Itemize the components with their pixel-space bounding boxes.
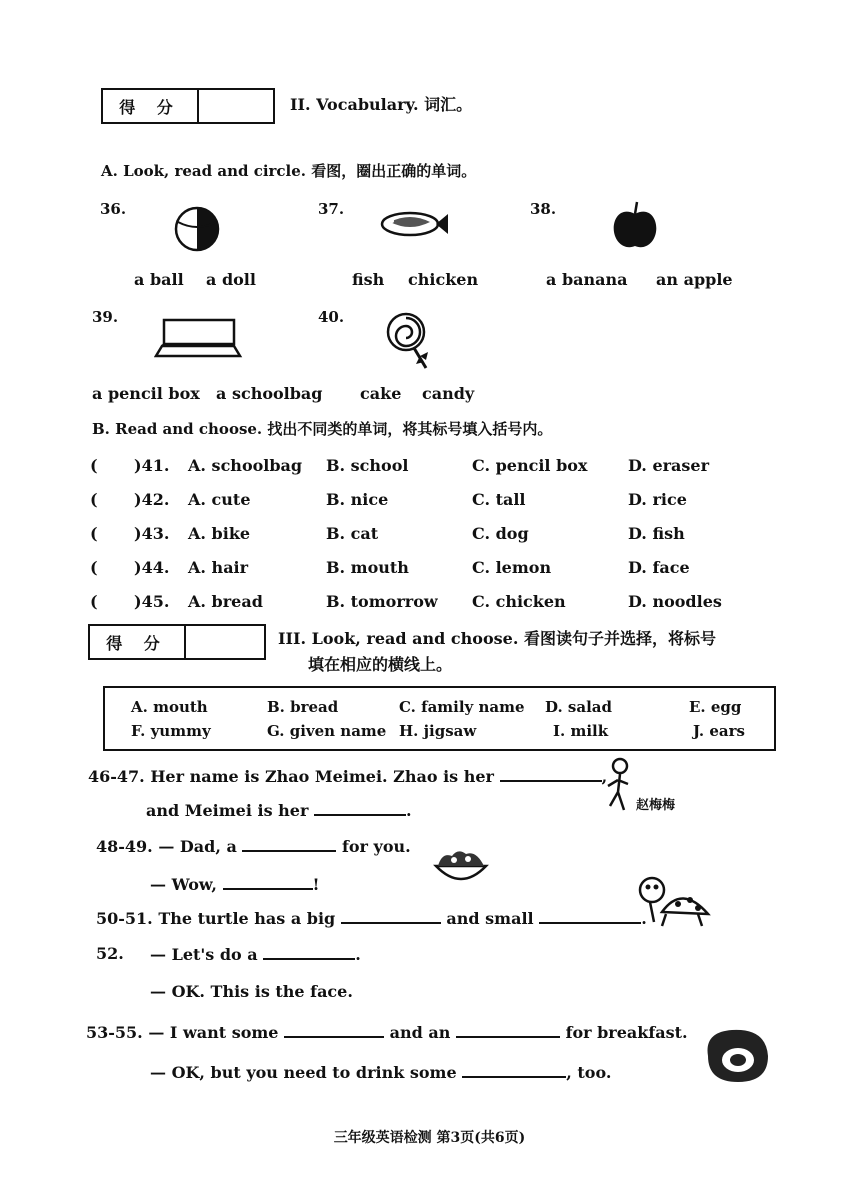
answer-blank[interactable] [456,1022,560,1038]
question-text: — OK, but you need to drink some [150,1063,457,1082]
option-c: C. pencil box [472,456,588,475]
egg-icon [702,1026,772,1086]
question-text: 46-47. Her name is Zhao Meimei. Zhao is her [88,767,494,786]
option-a: A. bike [188,524,251,543]
option-b: B. tomorrow [326,592,438,611]
answer-blank[interactable] [500,766,602,782]
turtle-icon [632,874,712,930]
apple-icon [610,200,660,252]
option-apple[interactable]: an apple [656,270,733,289]
question-number: 38. [530,200,557,218]
question-text: — Let's do a [150,945,258,964]
section-title-line2: 填在相应的横线上。 [308,655,453,674]
word-bank-item: D. salad [545,698,612,716]
score-blank[interactable] [186,626,264,658]
option-d: D. rice [628,490,687,509]
word-bank-item: I. milk [553,722,609,740]
word-bank-item: H. jigsaw [399,722,477,740]
question-text: and small [446,909,534,928]
salad-icon [432,846,490,888]
answer-blank[interactable] [242,836,336,852]
word-bank-item: G. given name [267,722,387,740]
page-footer: 三年级英语检测 第3页(共6页) [333,1130,526,1146]
section-title: III. Look, read and choose. 看图读句子并选择，将标号 [278,629,716,648]
question-text: 50-51. The turtle has a big [96,909,336,928]
question-text: and Meimei is her [146,801,309,820]
answer-bracket[interactable]: ( [90,490,98,509]
word-bank-item: A. mouth [131,698,208,716]
question-48-49-line2: — Wow, ! [150,875,320,894]
option-a: A. cute [188,490,251,509]
option-a: A. hair [188,558,249,577]
question-50-51: 50-51. The turtle has a big and small . [96,909,647,928]
question-text: , too. [566,1063,612,1082]
fish-icon [378,206,450,242]
answer-bracket[interactable]: ( [90,592,98,611]
question-number: 53-55. [86,1023,143,1042]
score-blank[interactable] [199,90,273,122]
answer-bracket[interactable]: ( [90,456,98,475]
option-b: B. mouth [326,558,409,577]
question-number: )41. [134,456,170,475]
question-number: 40. [318,308,345,326]
score-box-section3 [88,624,266,660]
question-number: )42. [134,490,170,509]
answer-blank[interactable] [539,908,641,924]
question-number: 52. [96,944,124,963]
option-c: C. chicken [472,592,566,611]
question-text: — I want some [148,1023,279,1042]
option-d: D. face [628,558,690,577]
option-fish[interactable]: fish [352,270,385,289]
question-number: 36. [100,200,127,218]
option-c: C. dog [472,524,529,543]
option-ball[interactable]: a ball [134,270,184,289]
option-c: C. lemon [472,558,552,577]
option-candy[interactable]: candy [422,384,475,403]
question-53-55 [86,1022,688,1042]
answer-bracket[interactable]: ( [90,524,98,543]
option-b: B. nice [326,490,389,509]
section-title: II. Vocabulary. 词汇。 [290,95,473,114]
answer-blank[interactable] [223,874,313,890]
question-number: )45. [134,592,170,611]
option-b: B. cat [326,524,379,543]
option-chicken[interactable]: chicken [408,270,479,289]
question-number: )44. [134,558,170,577]
score-label: 得 分 [90,626,186,658]
question-number: 37. [318,200,345,218]
answer-blank[interactable] [341,908,441,924]
candy-icon [384,310,440,372]
option-d: D. fish [628,524,685,543]
answer-bracket[interactable]: ( [90,558,98,577]
option-b: B. school [326,456,409,475]
word-bank-item: C. family name [399,698,525,716]
question-53-55-line2 [150,1062,611,1082]
word-bank-item: F. yummy [131,722,211,740]
answer-blank[interactable] [263,944,355,960]
question-52-line1: — Let's do a . [150,945,361,964]
option-cake[interactable]: cake [360,384,402,403]
option-banana[interactable]: a banana [546,270,628,289]
question-46-47: 46-47. Her name is Zhao Meimei. Zhao is her , [88,767,608,786]
word-bank-item: B. bread [267,698,339,716]
question-number: )43. [134,524,170,543]
option-doll[interactable]: a doll [206,270,256,289]
answer-blank[interactable] [462,1062,566,1078]
option-a: A. bread [188,592,263,611]
question-48-49 [96,836,411,856]
option-c: C. tall [472,490,526,509]
question-text: for breakfast. [565,1023,688,1042]
word-bank-item: J. ears [693,722,745,740]
ball-icon [172,204,222,254]
question-text: for you. [342,837,411,856]
option-pencil-box[interactable]: a pencil box [92,384,200,403]
option-d: D. eraser [628,456,710,475]
option-schoolbag[interactable]: a schoolbag [216,384,323,403]
question-46-47-line2: and Meimei is her . [146,801,412,820]
question-52 [96,944,124,963]
pencil-box-icon [154,316,244,362]
question-text: — Dad, a [158,837,237,856]
name-label: 赵梅梅 [636,798,676,813]
option-a: A. schoolbag [188,456,303,475]
answer-blank[interactable] [314,800,406,816]
part-b-instruction: B. Read and choose. 找出不同类的单词，将其标号填入括号内。 [92,420,553,438]
score-box-section2 [101,88,275,124]
question-number: 39. [92,308,119,326]
question-number: 48-49. [96,837,153,856]
part-a-instruction: A. Look, read and circle. 看图，圈出正确的单词。 [101,162,477,180]
word-bank [103,686,776,751]
answer-blank[interactable] [284,1022,384,1038]
score-label: 得 分 [103,90,199,122]
word-bank-item: E. egg [689,698,742,716]
question-text: — Wow, [150,875,217,894]
girl-icon [604,756,634,814]
option-d: D. noodles [628,592,722,611]
question-text: and an [389,1023,451,1042]
question-52-line2: — OK. This is the face. [150,982,353,1001]
